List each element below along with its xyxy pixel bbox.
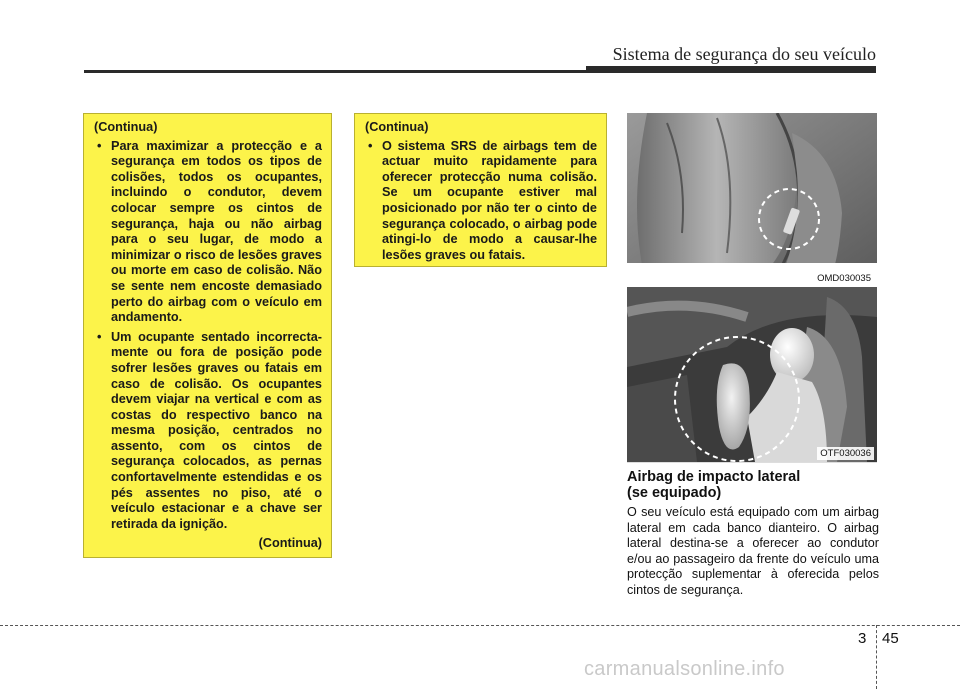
section-body: O seu veículo está equipado com um airbag lateral em cada banco dianteiro. O airbag lateral destina-se a oferecer ao condutor e/ou ao passageiro da frente do veículo uma protecção suplementar à oferecida pelos cintos de segurança.: [627, 505, 879, 597]
continued-label: (Continua): [94, 120, 158, 134]
side-airbag-deployment-illustration: [627, 287, 877, 462]
continues-label: (Continua): [258, 536, 322, 551]
section-title: [627, 469, 877, 501]
watermark: carmanualsonline.info: [584, 658, 785, 680]
warning-list: [365, 139, 597, 264]
header-rule-accent: [586, 66, 876, 72]
section-title-subline: (se equipado): [627, 485, 722, 501]
continued-label: (Continua): [365, 120, 429, 134]
figure-code: OTF030036: [817, 447, 874, 460]
footer-divider: [876, 625, 877, 689]
figure-seat-airbag-label: [627, 113, 877, 288]
page-header-title: Sistema de segurança do seu veículo: [612, 44, 876, 64]
warning-box-middle: [354, 113, 607, 267]
warning-item: • Para maximizar a protecção e a segurança em todos os tipos de colisões, todos os ocupantes, incluindo o condutor, devem colocar sempre os cintos de segurança, haja ou não airbag para o seu lugar, de modo a minimizar o risco de lesões graves ou morte em caso de colisão. Não se sente nem encoste demasiado perto do airbag com o veículo em andamento.: [94, 139, 322, 326]
section-title-line: Airbag de impacto lateral: [627, 469, 801, 485]
figure-code: OMD030035: [814, 272, 874, 285]
warning-item: • O sistema SRS de airbags tem de actuar muito rapidamente para oferecer protecção numa colisão. Se um ocupante estiver mal posicionado por não ter o cinto de segurança colocado, o airbag pode atingi-lo de modo a causar-lhe lesões graves ou fatais.: [365, 139, 597, 264]
seat-side-airbag-label-illustration: [627, 113, 877, 287]
footer-rule: [0, 625, 960, 626]
warning-box-left: [83, 113, 332, 558]
section-number: 3: [858, 630, 867, 647]
page-number: 45: [882, 630, 899, 647]
warning-list: [94, 139, 322, 533]
figure-side-airbag-deploy: [627, 287, 877, 463]
warning-item: • Um ocupante sentado incorrecta-mente ou fora de posição pode sofrer lesões graves ou fatais em caso de colisão. Os ocupantes devem viajar na vertical e com as costas do respectivo banco na mesma posição, centrados no assento, com os cintos de segurança colocados, as pernas confortavelmente estendidas e os pés assentes no piso, até o veículo estacionar e a chave ser retirada da ignição.: [94, 330, 322, 533]
